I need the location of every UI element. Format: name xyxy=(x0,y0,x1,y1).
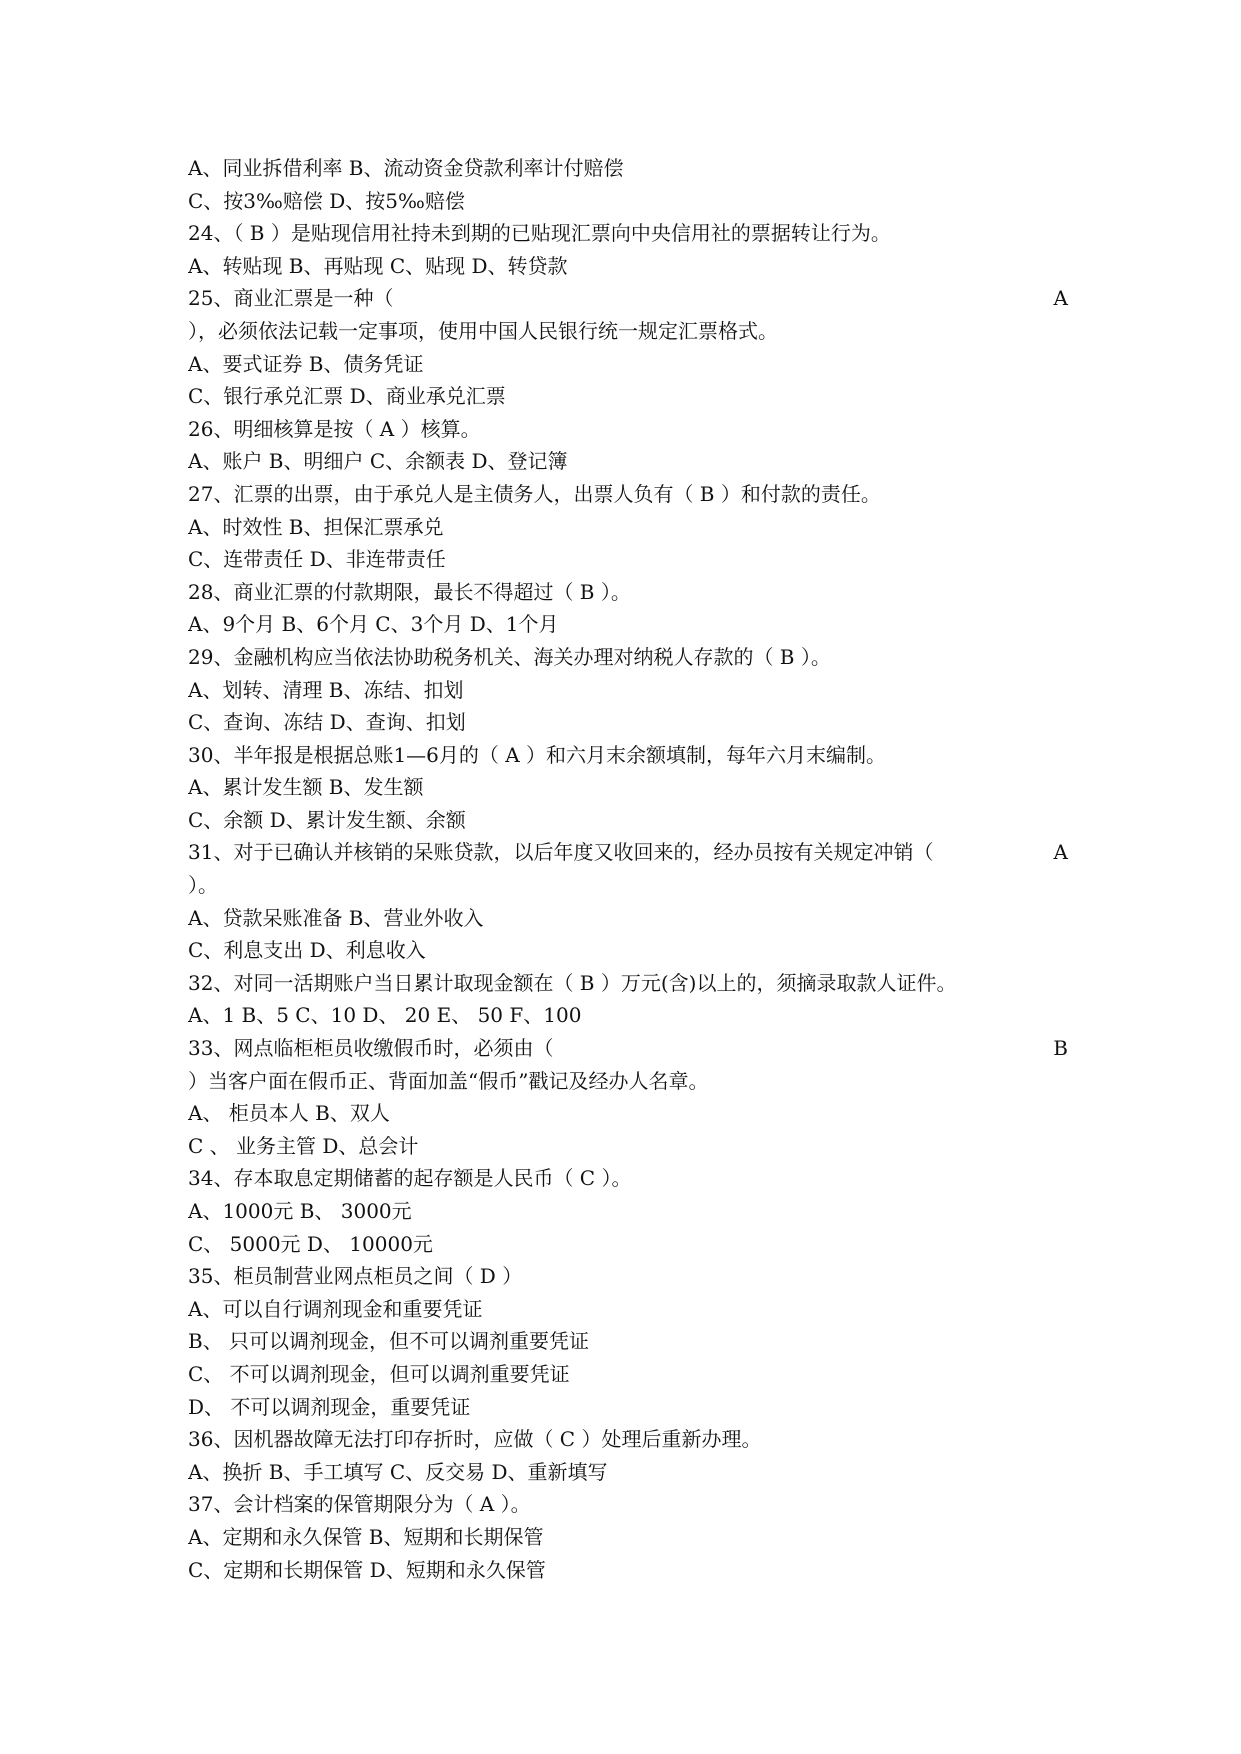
line-text: C、按3‰赔偿 D、按5‰赔偿 xyxy=(188,188,465,213)
text-line xyxy=(188,511,1068,544)
text-line xyxy=(188,1293,1068,1326)
line-text: C、查询、冻结 D、查询、扣划 xyxy=(188,710,466,735)
line-text: A、 柜员本人 B、双人 xyxy=(188,1101,390,1126)
text-line xyxy=(188,315,1068,348)
text-line xyxy=(188,250,1068,283)
text-line xyxy=(188,543,1068,576)
line-text: A、时效性 B、担保汇票承兑 xyxy=(188,514,444,539)
line-text: C、银行承兑汇票 D、商业承兑汇票 xyxy=(188,384,506,409)
line-text: A、贷款呆账准备 B、营业外收入 xyxy=(188,905,484,930)
line-text: 31、对于已确认并核销的呆账贷款，以后年度又收回来的，经办员按有关规定冲销（ xyxy=(188,840,934,865)
text-line xyxy=(188,706,1068,739)
text-line xyxy=(188,217,1068,250)
text-line xyxy=(188,576,1068,609)
text-line xyxy=(188,413,1068,446)
line-text: 36、因机器故障无法打印存折时，应做（ C ）处理后重新办理。 xyxy=(188,1427,762,1452)
text-line xyxy=(188,380,1068,413)
line-text: A、可以自行调剂现金和重要凭证 xyxy=(188,1296,483,1321)
text-line xyxy=(188,348,1068,381)
line-text: B、 只可以调剂现金，但不可以调剂重要凭证 xyxy=(188,1329,590,1354)
line-text: ）。 xyxy=(188,873,218,898)
line-text: 29、金融机构应当依法协助税务机关、海关办理对纳税人存款的（ B ）。 xyxy=(188,644,831,669)
text-line xyxy=(188,1423,1068,1456)
line-text: 33、网点临柜柜员收缴假币时，必须由（ xyxy=(188,1036,554,1061)
line-text: 27、汇票的出票，由于承兑人是主债务人，出票人负有（ B ）和付款的责任。 xyxy=(188,481,881,506)
line-text: A、账户 B、明细户 C、余额表 D、登记簿 xyxy=(188,449,568,474)
text-line xyxy=(188,1456,1068,1489)
text-line xyxy=(188,1488,1068,1521)
text-line xyxy=(188,836,1068,869)
line-text: ）当客户面在假币正、背面加盖“假币”戳记及经办人名章。 xyxy=(188,1068,709,1093)
line-text: A、1 B、5 C、10 D、 20 E、 50 F、100 xyxy=(188,1003,582,1028)
text-line xyxy=(188,869,1068,902)
line-text: C、 不可以调剂现金，但可以调剂重要凭证 xyxy=(188,1361,570,1386)
answer-marker: B xyxy=(1053,1036,1068,1061)
text-line xyxy=(188,967,1068,1000)
answer-marker: A xyxy=(1053,840,1068,865)
line-text: A、同业拆借利率 B、流动资金贷款利率计付赔偿 xyxy=(188,156,624,180)
line-text: 37、会计档案的保管期限分为（ A ）。 xyxy=(188,1492,531,1517)
line-text: ），必须依法记载一定事项，使用中国人民银行统一规定汇票格式。 xyxy=(188,318,778,343)
line-text: A、划转、清理 B、冻结、扣划 xyxy=(188,677,464,702)
text-line xyxy=(188,1032,1068,1065)
line-text: 30、半年报是根据总账1—6月的（ A ）和六月末余额填制，每年六月末编制。 xyxy=(188,742,887,767)
text-line xyxy=(188,674,1068,707)
text-line xyxy=(188,1260,1068,1293)
answer-marker: A xyxy=(1053,286,1068,311)
text-line xyxy=(188,1358,1068,1391)
question-list xyxy=(188,152,1068,1586)
text-line xyxy=(188,1391,1068,1424)
text-line xyxy=(188,152,1068,185)
text-line xyxy=(188,1195,1068,1228)
text-line xyxy=(188,934,1068,967)
line-text: C、连带责任 D、非连带责任 xyxy=(188,547,446,572)
line-text: A、要式证券 B、债务凭证 xyxy=(188,351,424,376)
text-line xyxy=(188,1325,1068,1358)
text-line xyxy=(188,282,1068,315)
text-line xyxy=(188,1130,1068,1163)
line-text: A、累计发生额 B、发生额 xyxy=(188,775,424,800)
text-line xyxy=(188,739,1068,772)
line-text: 25、商业汇票是一种（ xyxy=(188,286,394,311)
line-text: D、 不可以调剂现金，重要凭证 xyxy=(188,1394,471,1419)
text-line xyxy=(188,771,1068,804)
text-line xyxy=(188,185,1068,218)
text-line xyxy=(188,1521,1068,1554)
text-line xyxy=(188,1554,1068,1587)
text-line xyxy=(188,999,1068,1032)
text-line xyxy=(188,1162,1068,1195)
line-text: 26、明细核算是按（ A ）核算。 xyxy=(188,416,481,441)
line-text: A、定期和永久保管 B、短期和长期保管 xyxy=(188,1524,544,1549)
line-text: 28、商业汇票的付款期限，最长不得超过（ B ）。 xyxy=(188,579,631,604)
line-text: C、余额 D、累计发生额、余额 xyxy=(188,807,466,832)
text-line xyxy=(188,478,1068,511)
line-text: A、9个月 B、6个月 C、3个月 D、1个月 xyxy=(188,612,559,637)
line-text: A、转贴现 B、再贴现 C、贴现 D、转贷款 xyxy=(188,253,568,278)
line-text: 34、存本取息定期储蓄的起存额是人民币（ C ）。 xyxy=(188,1166,632,1191)
text-line xyxy=(188,445,1068,478)
text-line xyxy=(188,902,1068,935)
text-line xyxy=(188,804,1068,837)
line-text: 24、（ B ）是贴现信用社持未到期的已贴现汇票向中央信用社的票据转让行为。 xyxy=(188,221,891,246)
line-text: C、 5000元 D、 10000元 xyxy=(188,1231,433,1256)
text-line xyxy=(188,1097,1068,1130)
line-text: C、定期和长期保管 D、短期和永久保管 xyxy=(188,1557,546,1582)
line-text: C 、 业务主管 D、总会计 xyxy=(188,1133,419,1158)
text-line xyxy=(188,641,1068,674)
line-text: A、换折 B、手工填写 C、反交易 D、重新填写 xyxy=(188,1459,608,1484)
line-text: C、利息支出 D、利息收入 xyxy=(188,938,426,963)
line-text: 35、柜员制营业网点柜员之间（ D ） xyxy=(188,1264,523,1289)
text-line xyxy=(188,1228,1068,1261)
text-line xyxy=(188,608,1068,641)
line-text: 32、对同一活期账户当日累计取现金额在（ B ）万元(含)以上的，须摘录取款人证件。 xyxy=(188,970,957,995)
line-text: A、1000元 B、 3000元 xyxy=(188,1199,412,1223)
text-line xyxy=(188,1065,1068,1098)
